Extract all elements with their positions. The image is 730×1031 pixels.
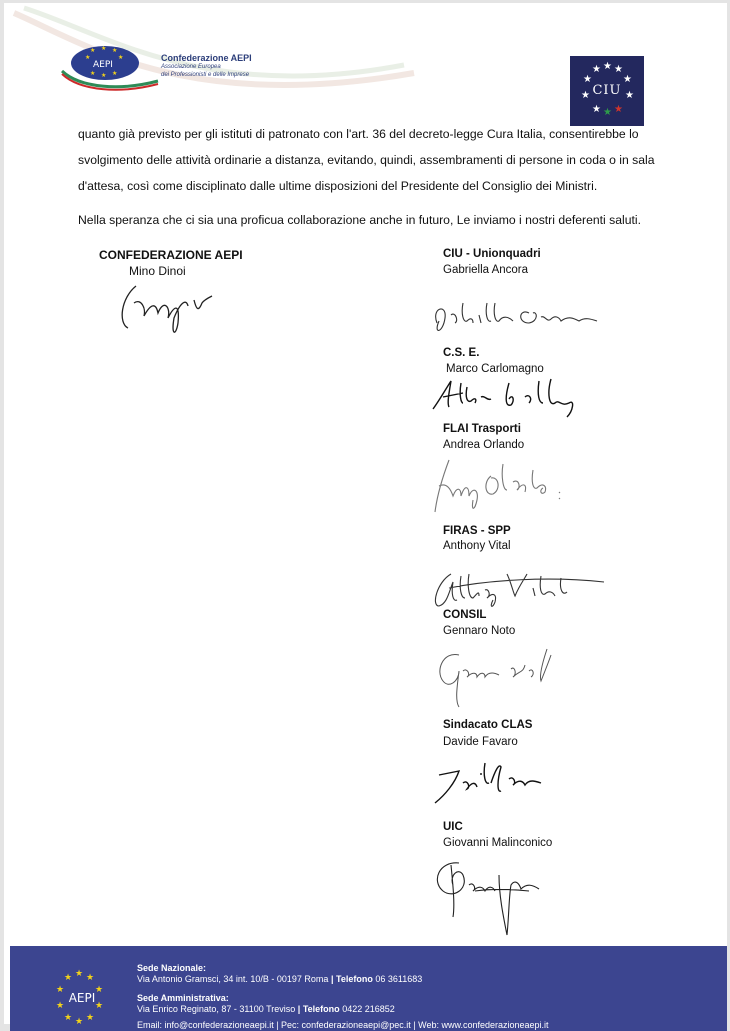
signature-noto (429, 641, 569, 711)
svg-text:★: ★ (112, 48, 118, 54)
svg-text:★: ★ (64, 972, 73, 982)
body-paragraph-1: quanto già previsto per gli istituti di patronato con l'art. 36 del decreto-legge Cura Italia, consentirebbe lo svolgimento delle attività ordinarie a distanza, evitando, quindi, assembramenti di persone in coda o in sala d'attesa, così come disciplinato dalle ultime disposizioni del Presidente del Consiglio dei Ministri. (78, 127, 655, 193)
svg-text:★: ★ (75, 1016, 84, 1026)
svg-text:★: ★ (625, 90, 634, 101)
document-page (4, 3, 727, 1030)
signatory-org-ciu: CIU - Unionquadri (443, 248, 541, 260)
footer (10, 946, 727, 1031)
signature-orlando (429, 456, 579, 516)
svg-text:★: ★ (75, 968, 84, 978)
svg-text:★: ★ (101, 73, 107, 79)
signature-dinoi (116, 278, 226, 338)
ciu-logo (570, 56, 644, 126)
footer-sede-amministrativa-label: Sede Amministrativa: (137, 993, 229, 1003)
aepi-logo-text: AEPI (93, 60, 113, 70)
signatory-name-consil: Gennaro Noto (443, 625, 516, 637)
svg-text:★: ★ (56, 984, 65, 994)
svg-text:★: ★ (56, 1000, 65, 1010)
org-subtitle-2: dei Professionisti e delle Imprese (161, 72, 250, 78)
footer-logo-text: AEPI (68, 991, 96, 1005)
svg-text:★: ★ (614, 104, 623, 115)
footer-sede-nazionale-address: Via Antonio Gramsci, 34 int. 10/B - 00197 Roma (137, 974, 329, 984)
svg-text:★: ★ (86, 972, 95, 982)
signatory-org-uic: UIC (443, 821, 463, 833)
svg-text:★: ★ (95, 1000, 104, 1010)
svg-text:★: ★ (112, 71, 118, 77)
footer-sede-nazionale-label: Sede Nazionale: (137, 963, 207, 973)
ciu-logo-text: CIU (592, 83, 622, 98)
svg-text:★: ★ (592, 64, 601, 75)
signatory-name-clas: Davide Favaro (443, 736, 518, 748)
svg-text:★: ★ (64, 1012, 73, 1022)
footer-telefono-2: 0422 216852 (342, 1004, 395, 1014)
signature-carlomagno (429, 373, 579, 423)
svg-text:★: ★ (90, 48, 96, 54)
aepi-logo (60, 43, 160, 93)
signatory-org-consil: CONSIL (443, 609, 487, 621)
signatory-name-firas: Anthony Vital (443, 540, 511, 552)
footer-sede-amministrativa-address: Via Enrico Reginato, 87 - 31100 Treviso (137, 1004, 296, 1014)
signatory-name-uic: Giovanni Malinconico (443, 837, 553, 849)
signatory-org-cse: C.S. E. (443, 347, 480, 359)
svg-text:★: ★ (623, 74, 632, 85)
footer-email-line: Email: info@confederazioneaepi.it | Pec: confederazioneaepi@pec.it | Web: www.confederazioneaepi.it (137, 1020, 549, 1030)
svg-text:★: ★ (603, 61, 612, 72)
svg-text:★: ★ (583, 74, 592, 85)
signatory-org-flai: FLAI Trasporti (443, 423, 521, 435)
signatory-name-flai: Andrea Orlando (443, 439, 525, 451)
svg-text:★: ★ (90, 71, 96, 77)
signature-favaro (429, 753, 559, 813)
svg-text:★: ★ (85, 55, 91, 61)
signatory-name-aepi: Mino Dinoi (129, 264, 186, 278)
svg-text:★: ★ (95, 984, 104, 994)
org-subtitle: Associazione Europea (161, 64, 221, 70)
signatory-org-firas: FIRAS - SPP (443, 525, 511, 537)
svg-text:★: ★ (118, 55, 124, 61)
signatory-name-ciu: Gabriella Ancora (443, 264, 529, 276)
signature-ancora (429, 293, 609, 338)
signature-malinconico (429, 855, 559, 940)
svg-text:★: ★ (101, 46, 107, 52)
signatory-name-cse: Marco Carlomagno (446, 363, 544, 375)
org-name: Confederazione AEPI (161, 53, 252, 63)
svg-text:★: ★ (614, 64, 623, 75)
svg-text:★: ★ (581, 90, 590, 101)
footer-sede-nazionale-line: Via Antonio Gramsci, 34 int. 10/B - 00197 Roma | Telefono 06 3611683 (137, 974, 423, 984)
footer-telefono-1: 06 3611683 (375, 974, 423, 984)
signatory-org-clas: Sindacato CLAS (443, 719, 533, 731)
svg-text:★: ★ (86, 1012, 95, 1022)
body-paragraph-2: Nella speranza che ci sia una proficua collaborazione anche in futuro, Le inviamo i nostri deferenti saluti. (78, 213, 641, 227)
svg-text:★: ★ (592, 104, 601, 115)
signature-vital (429, 568, 609, 613)
signatory-org-aepi: CONFEDERAZIONE AEPI (99, 248, 243, 262)
svg-text:★: ★ (603, 107, 612, 118)
footer-sede-amministrativa-line: Via Enrico Reginato, 87 - 31100 Treviso | Telefono 0422 216852 (137, 1004, 395, 1014)
